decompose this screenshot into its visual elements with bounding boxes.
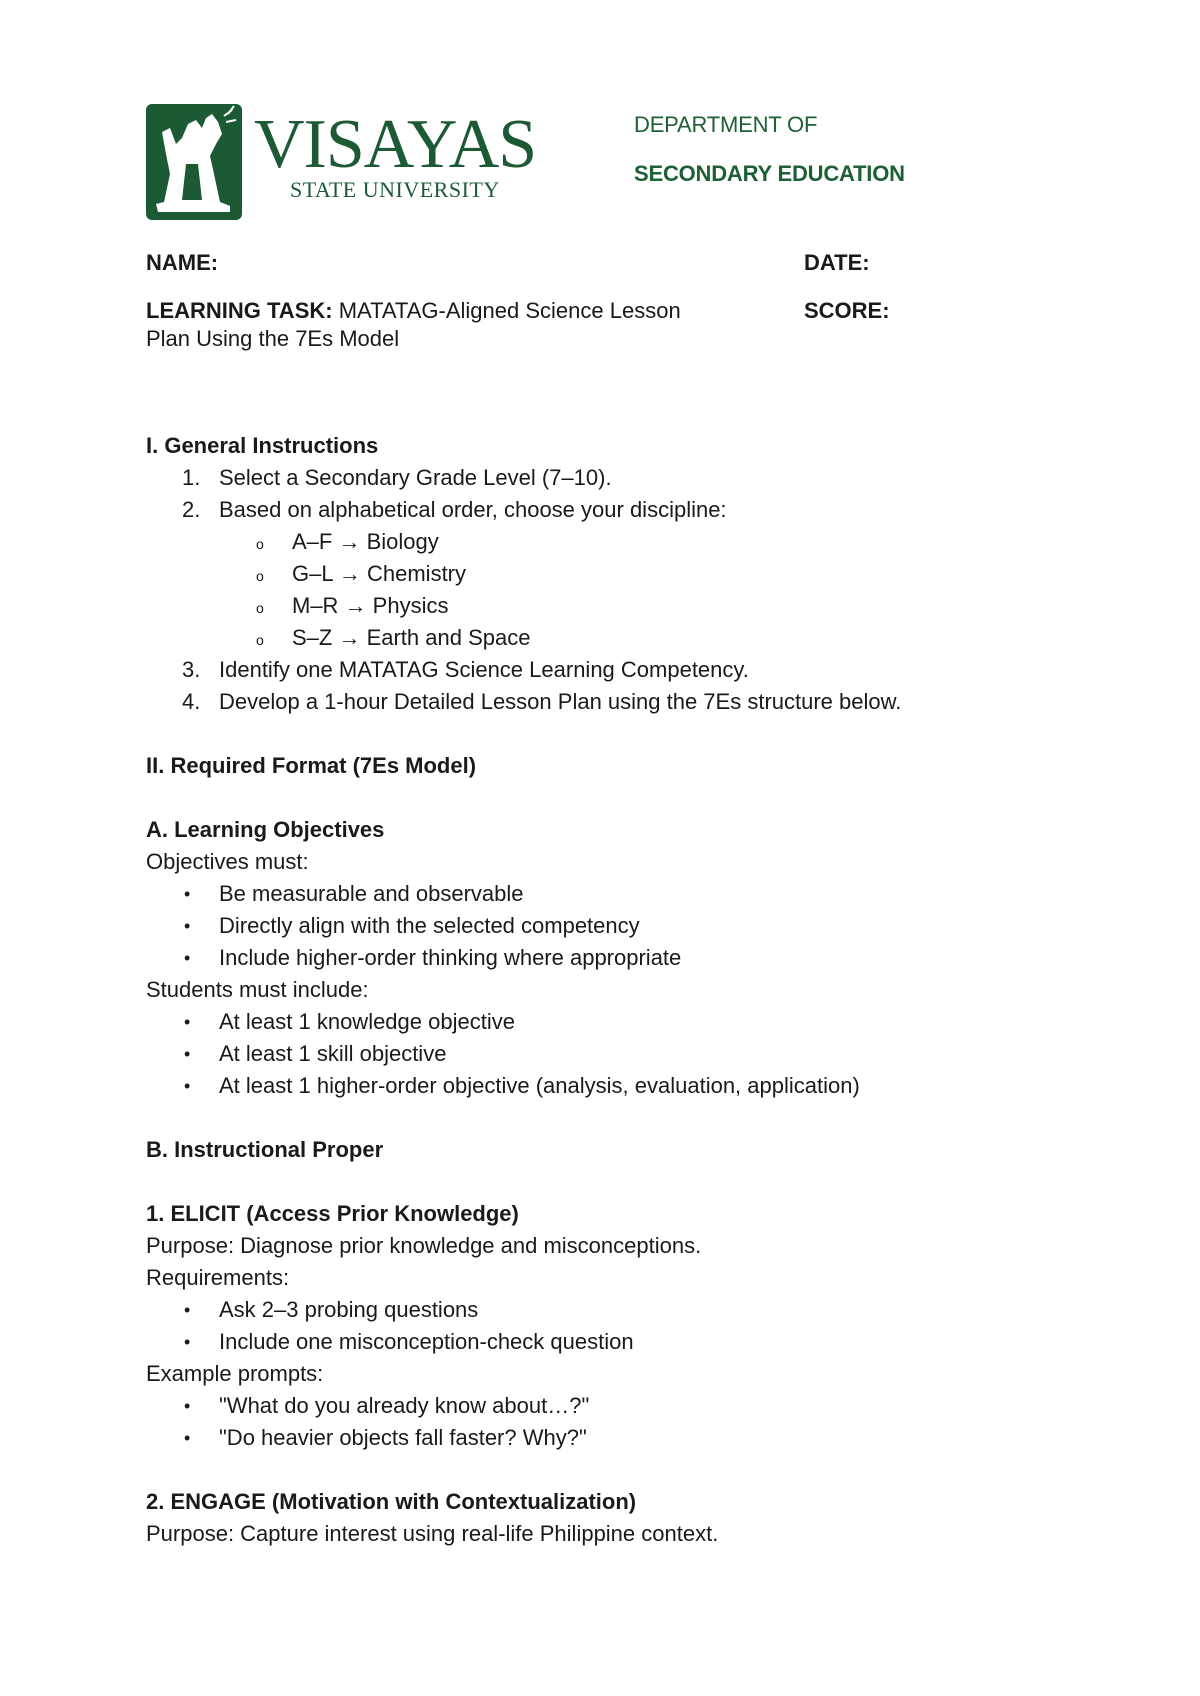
department-line-1: DEPARTMENT OF: [634, 112, 818, 137]
name-label: NAME:: [146, 250, 219, 275]
bullet-item: [146, 1070, 1046, 1102]
item-text: Develop a 1-hour Detailed Lesson Plan using the 7Es structure below.: [219, 689, 902, 714]
university-logo: [146, 104, 537, 222]
spacer: [146, 718, 1046, 750]
bullet-text: At least 1 skill objective: [219, 1041, 447, 1066]
score-label: SCORE:: [804, 298, 890, 323]
numbered-item: [146, 494, 1046, 526]
bullet-icon: •: [184, 1300, 191, 1320]
discipline-text: G–L → Chemistry: [292, 561, 467, 586]
item-number: 1.: [182, 465, 201, 490]
objectives-intro-2: Students must include:: [146, 977, 369, 1002]
document-body: [146, 430, 1046, 1550]
item-text: Select a Secondary Grade Level (7–10).: [219, 465, 612, 490]
spacer: [146, 1166, 1046, 1198]
bullet-icon: •: [184, 948, 191, 968]
discipline-item: [146, 526, 1046, 558]
item-number: 3.: [182, 657, 201, 682]
department-title: [634, 112, 905, 187]
general-instructions-heading: I. General Instructions: [146, 433, 379, 458]
discipline-text: M–R → Physics: [292, 593, 449, 618]
date-label: DATE:: [804, 250, 870, 275]
engage-purpose: Purpose: Capture interest using real-life Philippine context.: [146, 1521, 719, 1546]
bullet-text: Ask 2–3 probing questions: [219, 1297, 479, 1322]
logo-badge-icon: [146, 104, 242, 220]
bullet-item: [146, 1038, 1046, 1070]
bullet-item: [146, 1294, 1046, 1326]
numbered-item: [146, 654, 1046, 686]
bullet-item: [146, 1390, 1046, 1422]
bullet-text: Include one misconception-check question: [219, 1329, 634, 1354]
bullet-icon: •: [184, 1332, 191, 1352]
discipline-item: [146, 558, 1046, 590]
item-text: Based on alphabetical order, choose your discipline:: [219, 497, 727, 522]
elicit-prompts-label: Example prompts:: [146, 1361, 324, 1386]
numbered-item: [146, 462, 1046, 494]
discipline-text: A–F → Biology: [292, 529, 439, 554]
spacer: [146, 1102, 1046, 1134]
bullet-item: [146, 910, 1046, 942]
instructional-proper-heading: B. Instructional Proper: [146, 1137, 384, 1162]
learning-task-value: MATATAG-Aligned Science Lesson Plan Using the 7Es Model: [146, 298, 681, 351]
item-text: Identify one MATATAG Science Learning Competency.: [219, 657, 749, 682]
spacer: [146, 782, 1046, 814]
bullet-icon: •: [184, 1076, 191, 1096]
bullet-icon: •: [184, 916, 191, 936]
bullet-icon: •: [184, 1012, 191, 1032]
logo-subtitle: STATE UNIVERSITY: [290, 177, 500, 202]
numbered-item: [146, 686, 1046, 718]
bullet-text: "Do heavier objects fall faster? Why?": [219, 1425, 587, 1450]
circle-bullet-icon: o: [256, 632, 264, 648]
learning-task-label: LEARNING TASK:: [146, 298, 333, 323]
circle-bullet-icon: o: [256, 536, 264, 552]
circle-bullet-icon: o: [256, 600, 264, 616]
discipline-text: S–Z → Earth and Space: [292, 625, 531, 650]
bullet-text: "What do you already know about…?": [219, 1393, 590, 1418]
elicit-heading: 1. ELICIT (Access Prior Knowledge): [146, 1201, 519, 1226]
elicit-purpose: Purpose: Diagnose prior knowledge and misconceptions.: [146, 1233, 702, 1258]
item-number: 2.: [182, 497, 201, 522]
discipline-item: [146, 590, 1046, 622]
elicit-requirements-label: Requirements:: [146, 1265, 290, 1290]
learning-task: [146, 297, 706, 353]
required-format-heading: II. Required Format (7Es Model): [146, 753, 477, 778]
item-number: 4.: [182, 689, 201, 714]
bullet-item: [146, 942, 1046, 974]
discipline-item: [146, 622, 1046, 654]
bullet-icon: •: [184, 1396, 191, 1416]
bullet-icon: •: [184, 884, 191, 904]
engage-heading: 2. ENGAGE (Motivation with Contextualization): [146, 1489, 637, 1514]
spacer: [146, 1454, 1046, 1486]
bullet-icon: •: [184, 1044, 191, 1064]
objectives-intro: Objectives must:: [146, 849, 309, 874]
learning-objectives-heading: A. Learning Objectives: [146, 817, 385, 842]
bullet-item: [146, 1326, 1046, 1358]
bullet-text: At least 1 higher-order objective (analysis, evaluation, application): [219, 1073, 860, 1098]
circle-bullet-icon: o: [256, 568, 264, 584]
bullet-icon: •: [184, 1428, 191, 1448]
bullet-text: At least 1 knowledge objective: [219, 1009, 515, 1034]
department-line-2: SECONDARY EDUCATION: [634, 161, 905, 186]
logo-wordmark: VISAYAS: [254, 106, 537, 183]
bullet-item: [146, 878, 1046, 910]
bullet-text: Be measurable and observable: [219, 881, 524, 906]
bullet-item: [146, 1006, 1046, 1038]
bullet-text: Directly align with the selected competency: [219, 913, 640, 938]
bullet-item: [146, 1422, 1046, 1454]
bullet-text: Include higher-order thinking where appropriate: [219, 945, 682, 970]
